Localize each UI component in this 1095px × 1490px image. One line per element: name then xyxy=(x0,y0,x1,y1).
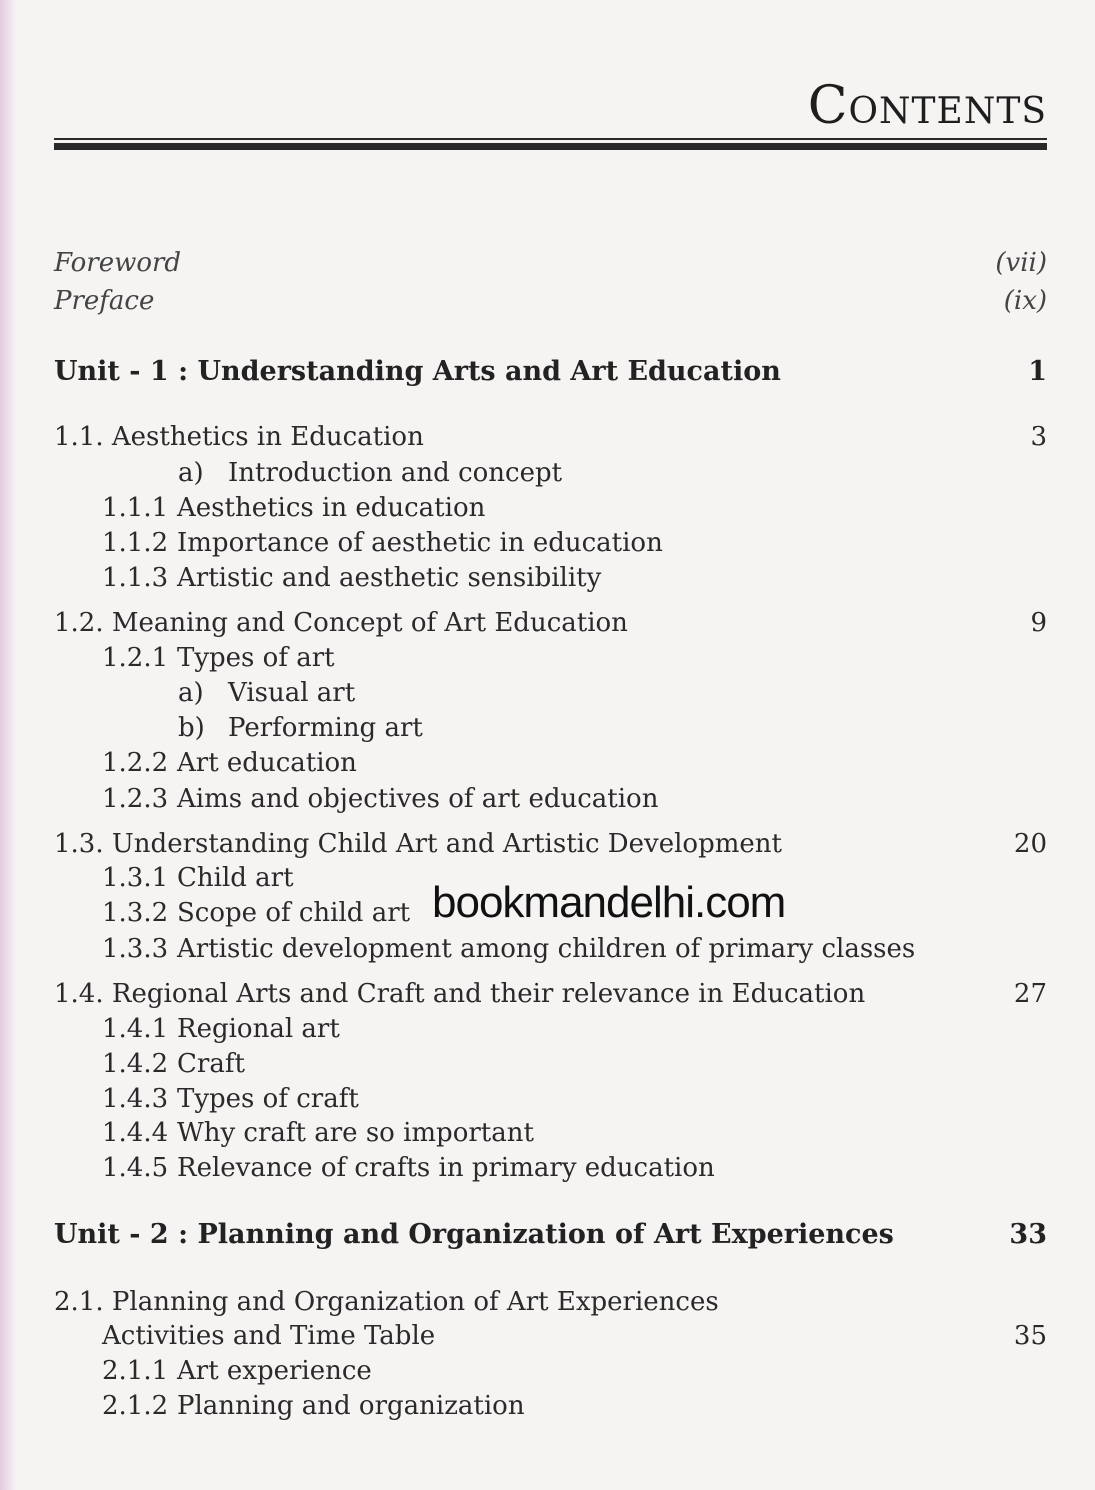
toc-subsection[interactable] xyxy=(0,490,1095,526)
section-number: 2.1. xyxy=(54,1287,104,1317)
subsection-number: 1.1.1 xyxy=(102,493,169,523)
toc-subsection[interactable] xyxy=(0,781,1095,817)
section-number: 1.2. xyxy=(54,608,104,638)
subsection-number: 1.3.3 xyxy=(102,934,169,964)
subsection-number: 1.2.1 xyxy=(102,643,169,673)
subsection-number: 1.4.2 xyxy=(102,1049,169,1079)
subsection-title: Art experience xyxy=(177,1356,372,1386)
toc-entry-label: Foreword xyxy=(54,248,182,278)
section-title: Understanding Child Art and Artistic Development xyxy=(111,829,782,859)
section-title: Regional Arts and Craft and their relevance in Education xyxy=(111,979,866,1009)
toc-subsection[interactable] xyxy=(0,1046,1095,1082)
subsection-title: Artistic development among children of primary classes xyxy=(177,934,916,964)
section-title-continued: Activities and Time Table xyxy=(102,1321,436,1351)
item-title: Introduction and concept xyxy=(228,458,563,488)
toc-subsection[interactable] xyxy=(0,1081,1095,1117)
subsection-title: Relevance of crafts in primary education xyxy=(177,1153,715,1183)
toc-subsection[interactable] xyxy=(0,1115,1095,1151)
item-title: Visual art xyxy=(228,678,356,708)
toc-subsection[interactable] xyxy=(0,1150,1095,1186)
subsection-number: 1.1.2 xyxy=(102,528,169,558)
subsection-number: 1.3.1 xyxy=(102,863,169,893)
toc-entry-page: 1 xyxy=(1028,356,1047,387)
toc-entry-page: (vii) xyxy=(995,248,1047,278)
toc-subsection[interactable] xyxy=(0,1388,1095,1424)
toc-section-1-2[interactable] xyxy=(0,605,1095,641)
subsection-number: 1.3.2 xyxy=(102,898,169,928)
subsection-title: Why craft are so important xyxy=(177,1118,534,1148)
subsection-title: Art education xyxy=(177,748,357,778)
subsection-number: 1.4.1 xyxy=(102,1014,169,1044)
item-marker: b) xyxy=(178,713,205,743)
subsection-number: 1.1.3 xyxy=(102,563,169,593)
toc-section-2-1[interactable] xyxy=(0,1284,1095,1320)
section-number: 1.4. xyxy=(54,979,104,1009)
subsection-number: 2.1.2 xyxy=(102,1391,169,1421)
toc-entry-label: Preface xyxy=(54,286,155,316)
subsection-title: Types of craft xyxy=(177,1084,359,1114)
toc-subsection[interactable] xyxy=(0,1353,1095,1389)
toc-entry-page: 9 xyxy=(1030,608,1047,638)
watermark: bookmandelhi.com xyxy=(432,878,786,927)
subsection-title: Child art xyxy=(177,863,294,893)
item-marker: a) xyxy=(178,678,204,708)
toc-subsection[interactable] xyxy=(0,560,1095,596)
toc-subsection[interactable] xyxy=(0,525,1095,561)
toc-section-continuation[interactable] xyxy=(0,1318,1095,1354)
subsection-number: 1.2.2 xyxy=(102,748,169,778)
page-title: Contents xyxy=(807,76,1047,136)
subsection-number: 1.2.3 xyxy=(102,784,169,814)
unit-heading-1[interactable] xyxy=(0,354,1095,390)
toc-subsection[interactable] xyxy=(0,931,1095,967)
subsection-title: Artistic and aesthetic sensibility xyxy=(177,563,602,593)
toc-subitem[interactable] xyxy=(0,455,1095,491)
section-number: 1.3. xyxy=(54,829,104,859)
subsection-title: Scope of child art xyxy=(177,898,411,928)
toc-subsection[interactable] xyxy=(0,640,1095,676)
section-number: 1.1. xyxy=(54,422,104,452)
toc-subitem[interactable] xyxy=(0,675,1095,711)
subsection-title: Aesthetics in education xyxy=(177,493,486,523)
subsection-title: Importance of aesthetic in education xyxy=(177,528,663,558)
subsection-title: Aims and objectives of art education xyxy=(177,784,659,814)
toc-section-1-4[interactable] xyxy=(0,976,1095,1012)
section-title: Aesthetics in Education xyxy=(111,422,424,452)
item-title: Performing art xyxy=(228,713,423,743)
unit-heading-text: Unit - 1 : Understanding Arts and Art Education xyxy=(54,356,781,387)
toc-entry-page: 27 xyxy=(1013,979,1047,1009)
toc-subitem[interactable] xyxy=(0,710,1095,746)
item-marker: a) xyxy=(178,458,204,488)
subsection-number: 1.4.5 xyxy=(102,1153,169,1183)
section-title: Meaning and Concept of Art Education xyxy=(111,608,628,638)
toc-subsection[interactable] xyxy=(0,745,1095,781)
toc-entry-page: 3 xyxy=(1030,422,1047,452)
subsection-title: Types of art xyxy=(177,643,335,673)
toc-section-1-3[interactable] xyxy=(0,826,1095,862)
toc-entry-page: 35 xyxy=(1013,1321,1047,1351)
title-rule-thick xyxy=(54,143,1047,150)
subsection-title: Regional art xyxy=(177,1014,340,1044)
section-title: Planning and Organization of Art Experiences xyxy=(111,1287,719,1317)
toc-entry-preface[interactable] xyxy=(0,283,1095,319)
toc-entry-page: (ix) xyxy=(1003,286,1047,316)
subsection-number: 1.4.4 xyxy=(102,1118,169,1148)
toc-entry-foreword[interactable] xyxy=(0,245,1095,281)
unit-heading-2[interactable] xyxy=(0,1217,1095,1253)
title-rule-thin xyxy=(54,138,1047,140)
unit-heading-text: Unit - 2 : Planning and Organization of Art Experiences xyxy=(54,1219,894,1250)
subsection-number: 2.1.1 xyxy=(102,1356,169,1386)
subsection-title: Craft xyxy=(177,1049,245,1079)
subsection-number: 1.4.3 xyxy=(102,1084,169,1114)
toc-entry-page: 33 xyxy=(1009,1219,1047,1250)
toc-section-1-1[interactable] xyxy=(0,419,1095,455)
toc-subsection[interactable] xyxy=(0,1011,1095,1047)
toc-entry-page: 20 xyxy=(1013,829,1047,859)
subsection-title: Planning and organization xyxy=(177,1391,525,1421)
